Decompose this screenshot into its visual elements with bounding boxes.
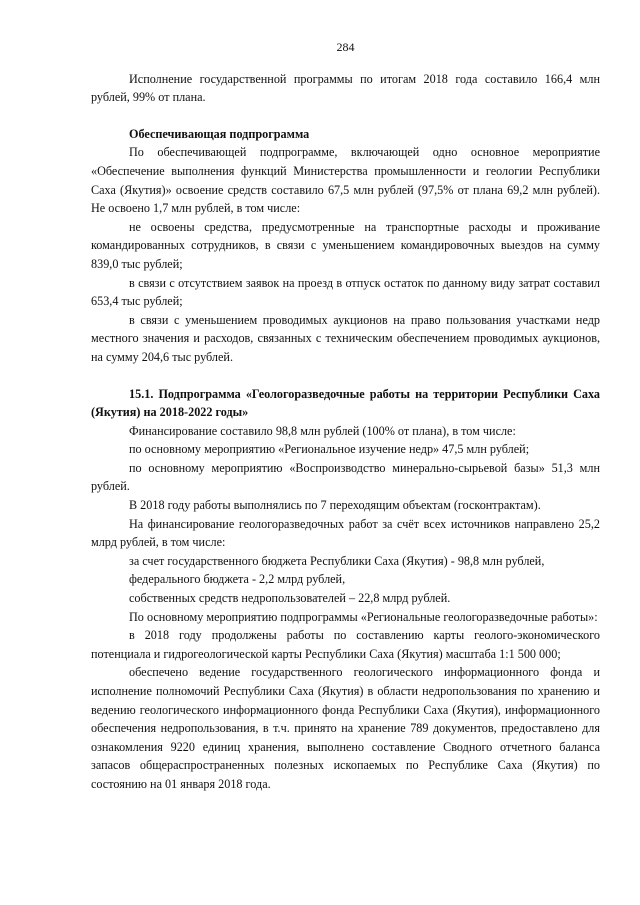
paragraph-own-funds: собственных средств недропользователей – 22,8 млрд рублей. (129, 591, 451, 606)
section-heading-geological-exploration: 15.1. Подпрограмма «Геологоразведочные работы на территории Республики Саха (Якутия) на 2018-2022 годы» (91, 386, 600, 420)
paragraph-vacation-travel: в связи с отсутствием заявок на проезд в отпуск остаток по данному виду затрат составил 653,4 тыс рублей; (91, 275, 600, 309)
section-heading-supporting-subprogram: Обеспечивающая подпрограмма (129, 126, 310, 141)
paragraph-regional-study: по основному мероприятию «Региональное изучение недр» 47,5 млн рублей; (129, 442, 530, 457)
paragraph-objects-2018: В 2018 году работы выполнялись по 7 переходящим объектам (госконтрактам). (129, 498, 541, 513)
page-number: 284 (336, 40, 355, 54)
paragraph-all-sources: На финансирование геологоразведочных работ за счёт всех источников направлено 25,2 млрд рублей, в том числе: (91, 516, 600, 550)
paragraph-regional-works: По основному мероприятию подпрограммы «Региональные геологоразведочные работы»: (129, 609, 598, 624)
paragraph-information-fund: обеспечено ведение государственного геологического информационного фонда и исполнение полномочий Республики Саха (Якутия) в области недропользования по хранению и ведению геологического информационного фонда Республики Саха (Якутия), информационного обеспечения недропользования, в т.ч. принято на хранение 789 документов, предоставлено для ознакомления 9220 единиц хранения, выполнено составление Сводного отчетного баланса запасов общераспространенных полезных ископаемых по Республике Саха (Якутия) по состоянию на 01 января 2018 года. (91, 665, 600, 791)
paragraph-auctions: в связи с уменьшением проводимых аукционов на право пользования участками недр местного значения и расходов, связанных с техническим обеспечением проводимых аукционов, на сумму 204,6 тыс рублей. (91, 312, 600, 364)
paragraph-maps: в 2018 году продолжены работы по составлению карты геолого-экономического потенциала и гидрогеологической карты Республики Саха (Якутия) масштаба 1:1 500 000; (91, 628, 600, 661)
paragraph-financing: Финансирование составило 98,8 млн рублей (100% от плана), в том числе: (129, 423, 516, 438)
paragraph-federal-budget: федерального бюджета - 2,2 млрд рублей, (129, 572, 346, 587)
paragraph-program-execution: Исполнение государственной программы по итогам 2018 года составило 166,4 млн рублей, 99% от плана. (91, 71, 600, 105)
paragraph-mineral-base: по основному мероприятию «Воспроизводство минерально-сырьевой базы» 51,3 млн рублей. (91, 460, 600, 494)
paragraph-state-budget: за счет государственного бюджета Республики Саха (Якутия) - 98,8 млн рублей, (129, 553, 545, 568)
paragraph-travel-expenses: не освоены средства, предусмотренные на транспортные расходы и проживание командированных сотрудников, в связи с уменьшением командировочных выездов на сумму 839,0 тыс рублей; (91, 219, 600, 271)
paragraph-supporting-subprogram: По обеспечивающей подпрограмме, включающей одно основное мероприятие «Обеспечение выполнения функций Министерства промышленности и геологии Республики Саха (Якутия)» освоение средств составило 67,5 млн рублей (97,5% от плана 69,2 млн рублей). Не освоено 1,7 млн рублей, в том числе: (91, 145, 600, 216)
